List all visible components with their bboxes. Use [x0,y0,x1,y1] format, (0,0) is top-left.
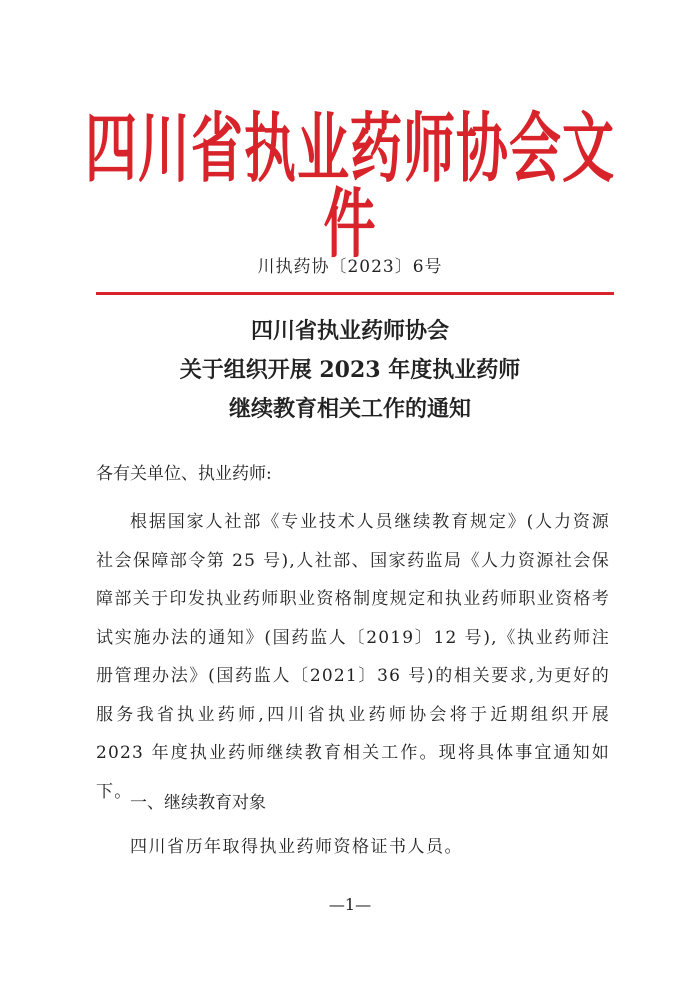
document-header-title: 四川省执业药师协会文件 [84,106,615,269]
red-divider-line [96,292,614,295]
subject-line-3: 继续教育相关工作的通知 [228,396,471,422]
notice-subject [0,312,700,429]
section-heading-1: 一、继续教育对象 [130,793,266,813]
subject-line-1: 四川省执业药师协会 [250,318,449,344]
body-paragraph: 根据国家人社部《专业技术人员继续教育规定》(人力资源社会保障部令第 25 号),人社部、国家药监局《人力资源社会保障部关于印发执业药师职业资格制度规定和执业药师职业资格考试实施办法的通知》(国药监人〔2019〕12 号),《执业药师注册管理办法》(国药监人〔2021〕36 号)的相关要求,为更好的服务我省执业药师,四川省执业药师协会将于近期组织开展 2023 年度执业药师继续教育相关工作。现将具体事宜通知如下。 [96,512,610,802]
subject-line-2: 关于组织开展 2023 年度执业药师 [179,357,521,383]
section-text-1: 四川省历年取得执业药师资格证书人员。 [130,837,463,857]
page-number: —1— [328,895,372,914]
document-number: 川执药协〔2023〕6号 [257,257,443,277]
salutation: 各有关单位、执业药师: [96,464,272,484]
